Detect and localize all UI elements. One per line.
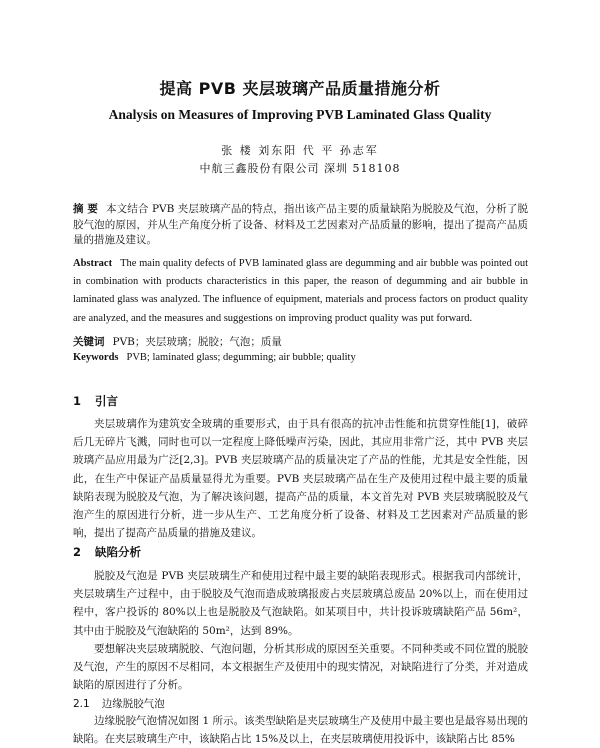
abstract-cn-text: 本文结合 PVB 夹层玻璃产品的特点，指出该产品主要的质量缺陷为脱胶及气泡，分析了脱胶气泡的原因，并从生产角度分析了设备、材料及工艺因素对产品质量的影响，提出了提高产品质量的措施及建议。 — [73, 203, 528, 246]
paragraph: 要想解决夹层玻璃脱胶、气泡问题，分析其形成的原因至关重要。不同种类或不同位置的脱胶及气泡，产生的原因不尽相同，本文根据生产及使用中的现实情况，对缺陷进行了分类，并对造成缺陷的原因进行了分析。 — [73, 643, 528, 692]
keywords-cn-label: 关键词 — [73, 336, 105, 348]
section-heading — [73, 544, 141, 560]
affiliation: 中航三鑫股份有限公司 深圳 518108 — [199, 162, 401, 175]
subsection-heading — [73, 696, 165, 711]
keywords-en — [73, 350, 528, 366]
abstract-cn-label: 摘 要 — [73, 203, 99, 215]
keywords-en-label: Keywords — [73, 352, 119, 363]
section-number: 1 — [73, 394, 82, 408]
abstract-en-label: Abstract — [73, 258, 113, 269]
paragraph: 脱胶及气泡是 PVB 夹层玻璃生产和使用过程中最主要的缺陷表现形式。根据我司内部统计，夹层玻璃生产过程中，由于脱胶及气泡而造成玻璃报废占夹层玻璃总废品 20%以上，而在使用过程中，客户投诉的 80%以上也是脱胶及气泡缺陷。如某项目中，共计投诉玻璃缺陷产品 56m²，其中由于脱胶及气泡缺陷的 50m²，达到 89%。 — [73, 570, 528, 637]
subsection-title: 边缘脱胶气泡 — [101, 698, 165, 710]
section-heading — [73, 393, 118, 409]
abstract-cn — [73, 202, 528, 249]
abstract-en-text: The main quality defects of PVB laminated glass are degumming and air bubble was pointed out in combination with products characteristics in this paper, the reason of degumming and air bubble in laminated glass was analyzed. The influence of equipment, materials and process factors on product quality are analyzed, and the measures and suggestions on improving product quality was put forward. — [73, 258, 528, 324]
section-title: 引言 — [95, 394, 119, 408]
keywords-en-text: PVB; laminated glass; degumming; air bubble; quality — [126, 352, 356, 363]
paragraph: 边缘脱胶气泡情况如图 1 所示。该类型缺陷是夹层玻璃生产及使用中最主要也是最容易出现的缺陷。在夹层玻璃生产中，该缺陷占比 15%及以上，在夹层玻璃使用投诉中，该缺陷占比 85% — [73, 715, 528, 746]
section-title: 缺陷分析 — [95, 545, 142, 559]
keywords-cn-text: PVB；夹层玻璃；脱胶；气泡；质量 — [112, 336, 282, 348]
paragraph: 夹层玻璃作为建筑安全玻璃的重要形式，由于具有很高的抗冲击性能和抗贯穿性能[1]，破碎后几无碎片飞溅，同时也可以一定程度上降低噪声污染，因此，其应用非常广泛，其中 PVB 夹层玻璃产品应用最为广泛[2,3]。PVB 夹层玻璃产品的质量决定了产品的性能，尤其是安全性能，因此，在生产中保证产品质量显得尤为重要。PVB 夹层玻璃产品在生产及使用过程中最主要的质量缺陷表现为脱胶及气泡，为了解决该问题，提高产品的质量，本文首先对 PVB 夹层玻璃脱胶及气泡产生的原因进行分析，进一步从生产、工艺角度分析了设备、材料及工艺因素对产品质量的影响，提出了提高产品质量的措施及建议。 — [73, 418, 528, 540]
author-list: 张 楼 刘东阳 代 平 孙志军 — [221, 144, 379, 157]
paper-title-en: Analysis on Measures of Improving PVB Laminated Glass Quality — [108, 107, 492, 122]
paper-title-cn: 提高 PVB 夹层玻璃产品质量措施分析 — [159, 79, 441, 98]
abstract-en — [73, 255, 528, 328]
keywords-cn — [73, 335, 528, 351]
subsection-number: 2.1 — [73, 698, 90, 710]
section-number: 2 — [73, 545, 82, 559]
